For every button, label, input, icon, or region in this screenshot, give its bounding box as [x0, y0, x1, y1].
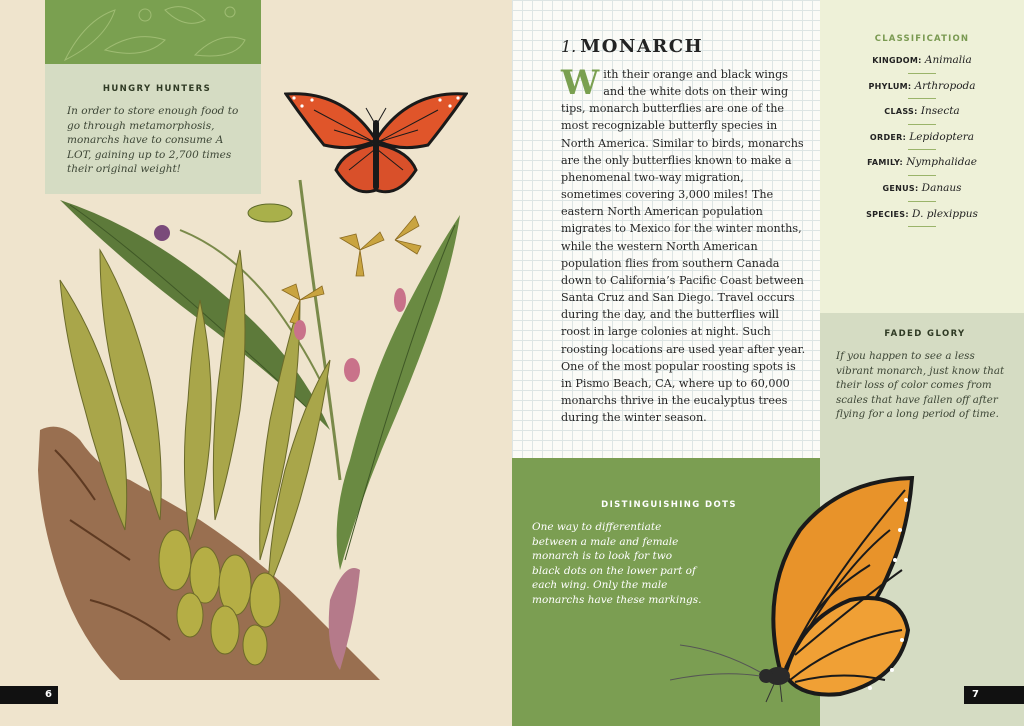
divider	[908, 201, 936, 202]
article-number: 1.	[561, 37, 577, 56]
sidebar-text: If you happen to see a less vibrant monarch, just know that their loss of color comes from scales that have fallen off after flying for a long period of time.	[836, 350, 1005, 420]
classification-row	[820, 156, 1024, 182]
divider	[908, 226, 936, 227]
classification-value: Insecta	[920, 105, 960, 118]
classification-row	[820, 208, 1024, 234]
classification-row	[820, 80, 1024, 106]
sidebar-title: HUNGRY HUNTERS	[102, 84, 212, 94]
classification-label: SPECIES:	[866, 209, 909, 219]
divider	[908, 149, 936, 150]
divider	[908, 73, 936, 74]
sidebar-text: One way to differentiate between a male and female monarch is to look for two black dots on the lower part of each wing. Only the male monarchs have these markings.	[532, 521, 702, 606]
classification-row	[820, 131, 1024, 157]
classification-value: D. plexippus	[912, 207, 978, 220]
classification-panel	[820, 0, 1024, 313]
divider	[908, 98, 936, 99]
botanical-pattern	[45, 0, 261, 64]
classification-label: PHYLUM:	[868, 81, 912, 91]
classification-value: Animalia	[924, 54, 972, 66]
classification-label: KINGDOM:	[872, 56, 922, 65]
sidebar-text: In order to store enough food to go through metamorphosis, monarchs have to consume A LOT, gaining up to 2,700 times their original weight!	[67, 105, 239, 175]
classification-label: FAMILY:	[867, 158, 903, 168]
classification-heading: CLASSIFICATION	[874, 34, 970, 44]
page-number: 6	[0, 686, 58, 704]
sidebar-title: DISTINGUISHING DOTS	[601, 500, 737, 510]
classification-label: ORDER:	[869, 132, 907, 142]
monarch-side-view-illustration	[670, 470, 920, 706]
page-number: 7	[964, 686, 1024, 704]
drop-cap: W	[561, 63, 600, 103]
classification-value: Danaus	[921, 181, 962, 194]
classification-label: CLASS:	[884, 107, 918, 117]
sidebar-title: FADED GLORY	[884, 329, 966, 339]
divider	[908, 124, 936, 125]
article-body-text: ith their orange and black wings and the white dots on their wing tips, monarch butterflies are one of the most recognizable butterfly species in North America. Similar to birds, monarchs are the only butterflies known to make a phenomenal two-way migration, sometimes covering 3,000 miles! The eastern North American population migrates to Mexico for the winter months, while the western North American population flies from southern Canada down to California’s Pacific Coast between Santa Cruz and San Diego. Travel occurs during the day, and the butterflies will roost in large colonies at night. Such roosting locations are used year after year. One of the most popular roosting spots is in Pismo Beach, CA, where up to 60,000 monarchs thrive in the eucalyptus trees during the winter season.	[561, 68, 806, 425]
article-name: MONARCH	[580, 36, 704, 57]
monarch-butterfly-illustration	[284, 90, 468, 202]
article-title	[561, 36, 703, 57]
classification-row	[820, 54, 1024, 80]
hungry-hunters-sidebar	[45, 64, 261, 194]
classification-value: Nymphalidae	[906, 156, 977, 169]
classification-row	[820, 182, 1024, 208]
classification-value: Arthropoda	[914, 79, 976, 92]
divider	[908, 175, 936, 176]
article-body	[561, 63, 807, 426]
classification-row	[820, 105, 1024, 131]
classification-label: GENUS:	[882, 183, 919, 193]
classification-value: Lepidoptera	[909, 130, 975, 143]
